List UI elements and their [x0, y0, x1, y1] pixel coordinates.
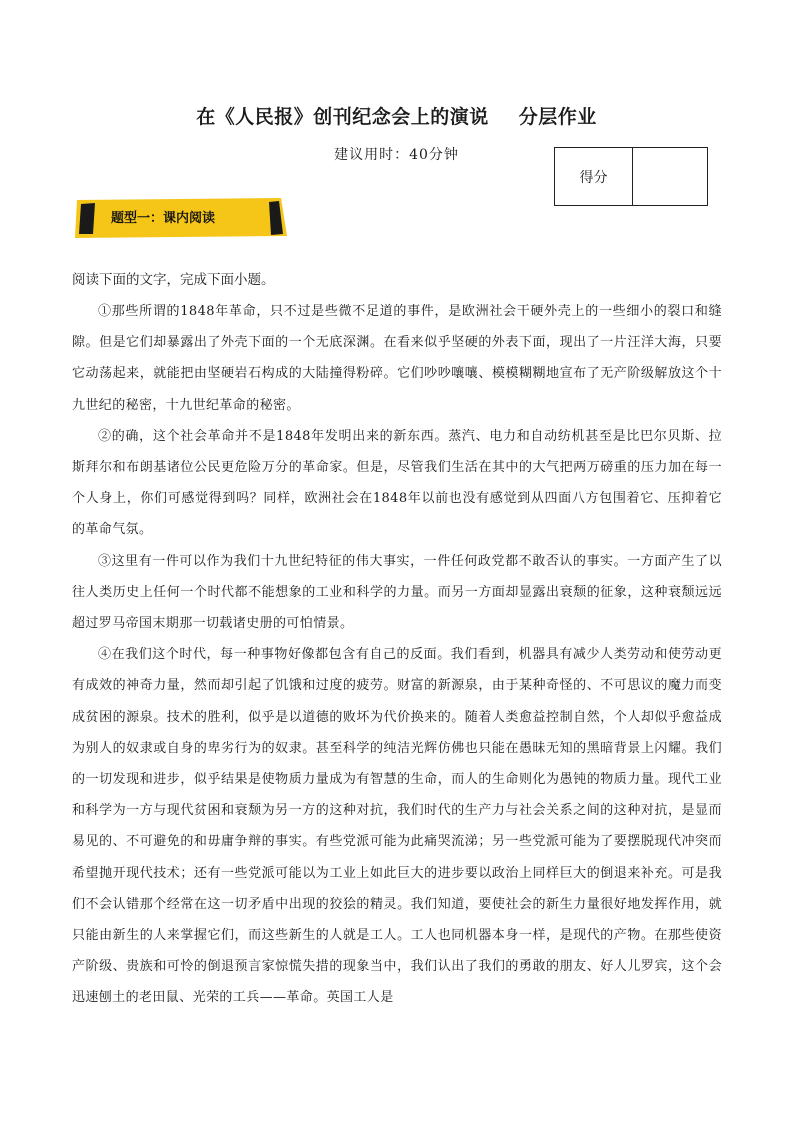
score-value-field[interactable] — [633, 148, 707, 205]
title-main: 在《人民报》创刊纪念会上的演说 — [196, 106, 489, 128]
paragraph: ②的确，这个社会革命并不是1848年发明出来的新东西。蒸汽、电力和自动纺机甚至是比巴尔贝斯、拉斯拜尔和布朗基诸位公民更危险万分的革命家。但是，尽管我们生活在其中的大气把两万磅重的压力加在每一个人身上，你们可感觉得到吗？同样，欧洲社会在1848年以前也没有感觉到从四面八方包围着它、压抑着它的革命气氛。 — [72, 428, 722, 538]
page-title — [0, 102, 793, 129]
score-label: 得分 — [555, 148, 633, 205]
score-box — [554, 147, 708, 206]
passage — [72, 296, 722, 1014]
instruction-text: 阅读下面的文字，完成下面小题。 — [72, 272, 275, 288]
paragraph: ③这里有一件可以作为我们十九世纪特征的伟大事实，一件任何政党都不敢否认的事实。一方面产生了以往人类历史上任何一个时代都不能想象的工业和科学的力量。而另一方面却显露出衰颓的征象，这种衰颓远远超过罗马帝国末期那一切载诸史册的可怕情景。 — [72, 553, 722, 632]
paragraph: ④在我们这个时代，每一种事物好像都包含有自己的反面。我们看到，机器具有减少人类劳动和使劳动更有成效的神奇力量，然而却引起了饥饿和过度的疲劳。财富的新源泉，由于某种奇怪的、不可思议的魔力而变成贫困的源泉。技术的胜利，似乎是以道德的败坏为代价换来的。随着人类愈益控制自然，个人却似乎愈益成为别人的奴隶或自身的卑劣行为的奴隶。甚至科学的纯洁光辉仿佛也只能在愚昧无知的黑暗背景上闪耀。我们的一切发现和进步，似乎结果是使物质力量成为有智慧的生命，而人的生命则化为愚钝的物质力量。现代工业和科学为一方与现代贫困和衰颓为另一方的这种对抗，我们时代的生产力与社会关系之间的这种对抗，是显而易见的、不可避免的和毋庸争辩的事实。有些党派可能为此痛哭流涕；另一些党派可能为了要摆脱现代冲突而希望抛开现代技术；还有一些党派可能以为工业上如此巨大的进步要以政治上同样巨大的倒退来补充。可是我们不会认错那个经常在这一切矛盾中出现的狡狯的精灵。我们知道，要使社会的新生力量很好地发挥作用，就只能由新生的人来掌握它们，而这些新生的人就是工人。工人也同机器本身一样，是现代的产物。在那些使资产阶级、贵族和可怜的倒退预言家惊慌失措的现象当中，我们认出了我们的勇敢的朋友、好人儿罗宾，这个会迅速刨土的老田鼠、光荣的工兵——革命。英国工人是 — [72, 647, 722, 1006]
time-hint: 建议用时：40分钟 — [334, 147, 459, 163]
title-suffix: 分层作业 — [518, 106, 597, 128]
banner-label: 题型一：课内阅读 — [111, 211, 216, 226]
paragraph: ①那些所谓的1848年革命，只不过是些微不足道的事件，是欧洲社会干硬外壳上的一些细小的裂口和缝隙。但是它们却暴露出了外壳下面的一个无底深渊。在看来似乎坚硬的外表下面，现出了一片汪洋大海，只要它动荡起来，就能把由坚硬岩石构成的大陆撞得粉碎。它们吵吵嚷嚷、模模糊糊地宣布了无产阶级解放这个十九世纪的秘密，十九世纪革命的秘密。 — [72, 304, 722, 413]
section-banner — [73, 196, 289, 240]
